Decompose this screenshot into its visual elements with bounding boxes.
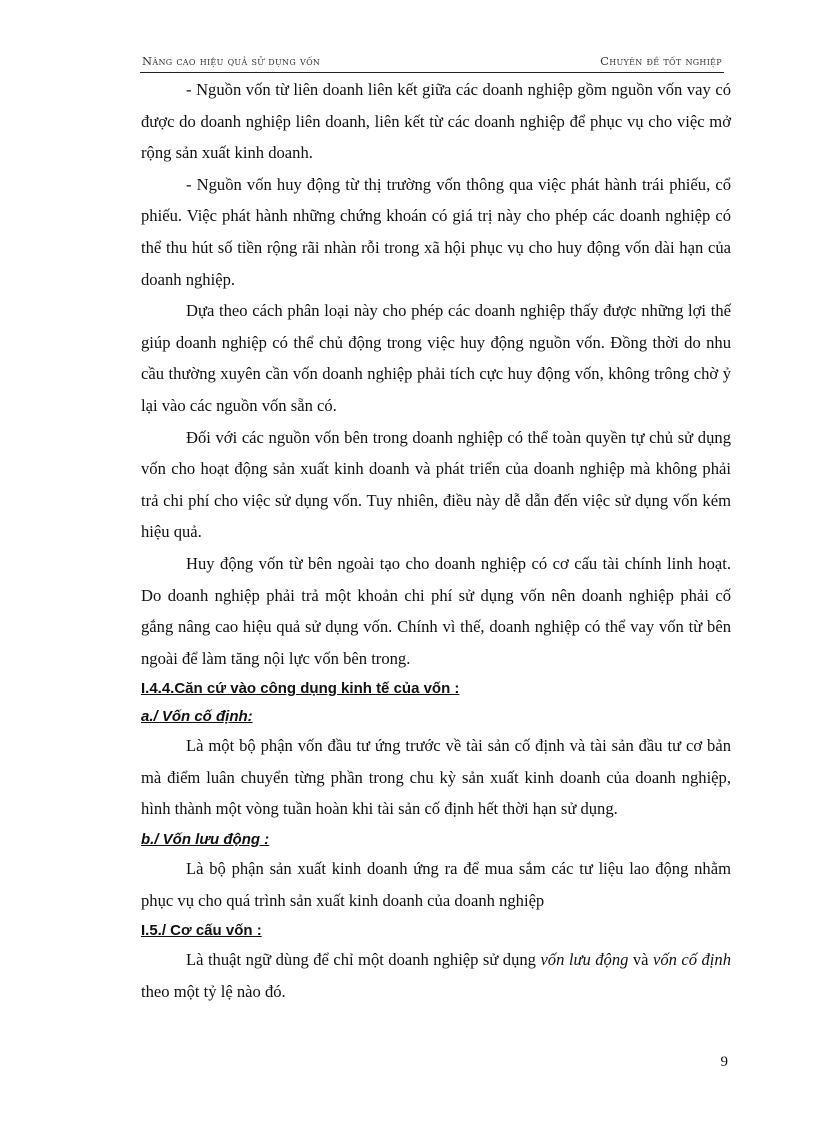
paragraph-fixed-capital: Là một bộ phận vốn đầu tư ứng trước về tài sản cố định và tài sản đầu tư cơ bản mà điểm luân chuyển từng phần trong chu kỳ sản xuất kinh doanh của doanh nghiệp, hình thành một vòng tuần hoàn khi tài sản cố định hết thời hạn sử dụng. <box>141 736 731 819</box>
subheading-working-capital: b./ Vốn lưu động : <box>141 831 270 849</box>
paragraph-classification-benefit: Dựa theo cách phân loại này cho phép các doanh nghiệp thấy được những lợi thế giúp doanh nghiệp có thể chủ động trong việc huy động nguồn vốn. Đồng thời do nhu cầu thường xuyên cần vốn doanh nghiệp phải tích cực huy động vốn, không trông chờ ỷ lại vào các nguồn vốn sẵn có. <box>141 301 731 415</box>
header-title-right: Chuyên đề tốt nghiệp <box>600 54 722 68</box>
page-number: 9 <box>720 1054 728 1070</box>
paragraph-working-capital: Là bộ phận sản xuất kinh doanh ứng ra để mua sắm các tư liệu lao động nhằm phục vụ cho quá trình sản xuất kinh doanh của doanh nghiệp <box>141 859 731 910</box>
subheading-fixed-capital: a./ Vốn cố định: <box>141 708 253 726</box>
document-body <box>141 74 731 1007</box>
section-heading-economic-use: I.4.4.Căn cứ vào công dụng kinh tế của vốn : <box>141 680 460 698</box>
paragraph-external-capital: Huy động vốn từ bên ngoài tạo cho doanh nghiệp có cơ cấu tài chính linh hoạt. Do doanh nghiệp phải trả một khoản chi phí sử dụng vốn nên doanh nghiệp phải cố gắng nâng cao hiệu quả sử dụng vốn. Chính vì thế, doanh nghiệp có thể vay vốn từ bên ngoài để làm tăng nội lực vốn bên trong. <box>141 553 731 668</box>
term-fixed-capital: vốn cố định <box>653 950 732 970</box>
paragraph-joint-venture-capital: - Nguồn vốn từ liên doanh liên kết giữa các doanh nghiệp gồm nguồn vốn vay có được do doanh nghiệp liên doanh, liên kết từ các doanh nghiệp để phục vụ cho việc mở rộng sản xuất kinh doanh. <box>141 80 731 163</box>
term-working-capital: vốn lưu động <box>540 950 629 970</box>
paragraph-capital-market: - Nguồn vốn huy động từ thị trường vốn thông qua việc phát hành trái phiếu, cổ phiếu. Việc phát hành những chứng khoán có giá trị này cho phép các doanh nghiệp có thể thu hút số tiền rộng rãi nhàn rỗi trong xã hội phục vụ cho huy động vốn dài hạn của doanh nghiệp. <box>141 174 731 289</box>
paragraph-capital-structure: Là thuật ngữ dùng để chỉ một doanh nghiệp sử dụng vốn lưu động và vốn cố định theo một tỷ lệ nào đó. <box>141 950 732 1001</box>
section-heading-capital-structure: I.5./ Cơ cấu vốn : <box>141 922 262 940</box>
page-header <box>140 50 724 73</box>
paragraph-internal-capital: Đối với các nguồn vốn bên trong doanh nghiệp có thể toàn quyền tự chủ sử dụng vốn cho hoạt động sản xuất kinh doanh và phát triển của doanh nghiệp mà không phải trả chi phí cho việc sử dụng vốn. Tuy nhiên, điều này dễ dẫn đến việc sử dụng vốn kém hiệu quả. <box>141 427 731 542</box>
header-title-left: Nâng cao hiệu quả sử dụng vốn <box>142 54 321 68</box>
